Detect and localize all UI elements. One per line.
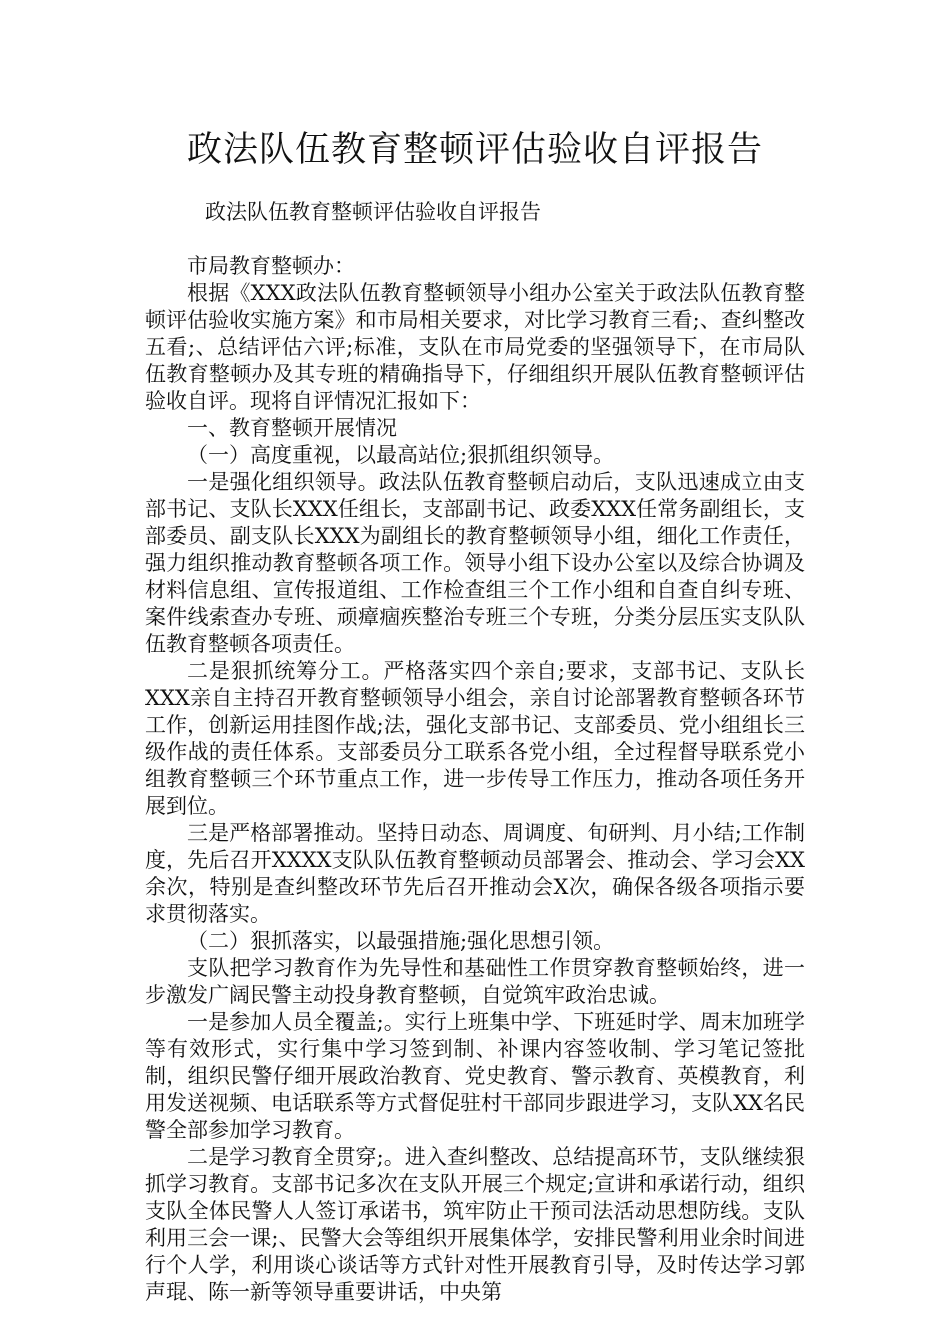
paragraph: 二是狠抓统筹分工。严格落实四个亲自;要求，支部书记、支队长XXX亲自主持召开教育整顿领导小组会，亲自讨论部署教育整顿各环节工作，创新运用挂图作战;法，强化支部书记、支部委员、党小组组长三级作战的责任体系。支部委员分工联系各党小组，全过程督导联系党小组教育整顿三个环节重点工作，进一步传导工作压力，推动各项任务开展到位。 xyxy=(145,659,805,818)
paragraph: 支队把学习教育作为先导性和基础性工作贯穿教育整顿始终，进一步激发广阔民警主动投身教育整顿，自觉筑牢政治忠诚。 xyxy=(145,956,805,1007)
subsection-heading: （一）高度重视，以最高站位;狠抓组织领导。 xyxy=(187,443,615,467)
paragraph: 根据《XXX政法队伍教育整顿领导小组办公室关于政法队伍教育整顿评估验收实施方案》和市局相关要求，对比学习教育三看;、查纠整改五看;、总结评估六评;标准，支队在市局党委的坚强领导下，在市局队伍教育整顿办及其专班的精确指导下，仔细组织开展队伍教育整顿评估验收自评。现将自评情况汇报如下： xyxy=(145,281,805,413)
paragraph: 二是学习教育全贯穿;。进入查纠整改、总结提高环节，支队继续狠抓学习教育。支部书记多次在支队开展三个规定;宣讲和承诺行动，组织支队全体民警人人签订承诺书，筑牢防止干预司法活动思想防线。支队利用三会一课;、民警大会等组织开展集体学，安排民警利用业余时间进行个人学，利用谈心谈话等方式针对性开展教育引导，及时传达学习郭声琨、陈一新等领导重要讲话，中央第 xyxy=(145,1145,805,1304)
section-heading: 一、教育整顿开展情况 xyxy=(187,416,397,440)
paragraph: 一是强化组织领导。政法队伍教育整顿启动后，支队迅速成立由支部书记、支队长XXX任组长，支部副书记、政委XXX任常务副组长，支部委员、副支队长XXX为副组长的教育整顿领导小组，细化工作责任，强力组织推动教育整顿各项工作。领导小组下设办公室以及综合协调及材料信息组、宣传报道组、工作检查组三个工作小组和自查自纠专班、案件线索查办专班、顽瘴痼疾整治专班三个专班，分类分层压实支队队伍教育整顿各项责任。 xyxy=(145,470,805,656)
paragraph: 一是参加人员全覆盖;。实行上班集中学、下班延时学、周末加班学等有效形式，实行集中学习签到制、补课内容签收制、学习笔记签批制，组织民警仔细开展政治教育、党史教育、警示教育、英模教育，利用发送视频、电话联系等方式督促驻村干部同步跟进学习，支队XX名民警全部参加学习教育。 xyxy=(145,1010,805,1142)
subsection-heading: （二）狠抓落实，以最强措施;强化思想引领。 xyxy=(187,929,615,953)
paragraph: 三是严格部署推动。坚持日动态、周调度、旬研判、月小结;工作制度，先后召开XXXX支队队伍教育整顿动员部署会、推动会、学习会XX余次，特别是查纠整改环节先后召开推动会X次，确保各级各项指示要求贯彻落实。 xyxy=(145,821,805,926)
document-title: 政法队伍教育整顿评估验收自评报告 xyxy=(186,130,763,170)
addressee: 市局教育整顿办： xyxy=(187,254,355,278)
document-subtitle: 政法队伍教育整顿评估验收自评报告 xyxy=(205,200,541,224)
document-body xyxy=(145,253,805,1306)
